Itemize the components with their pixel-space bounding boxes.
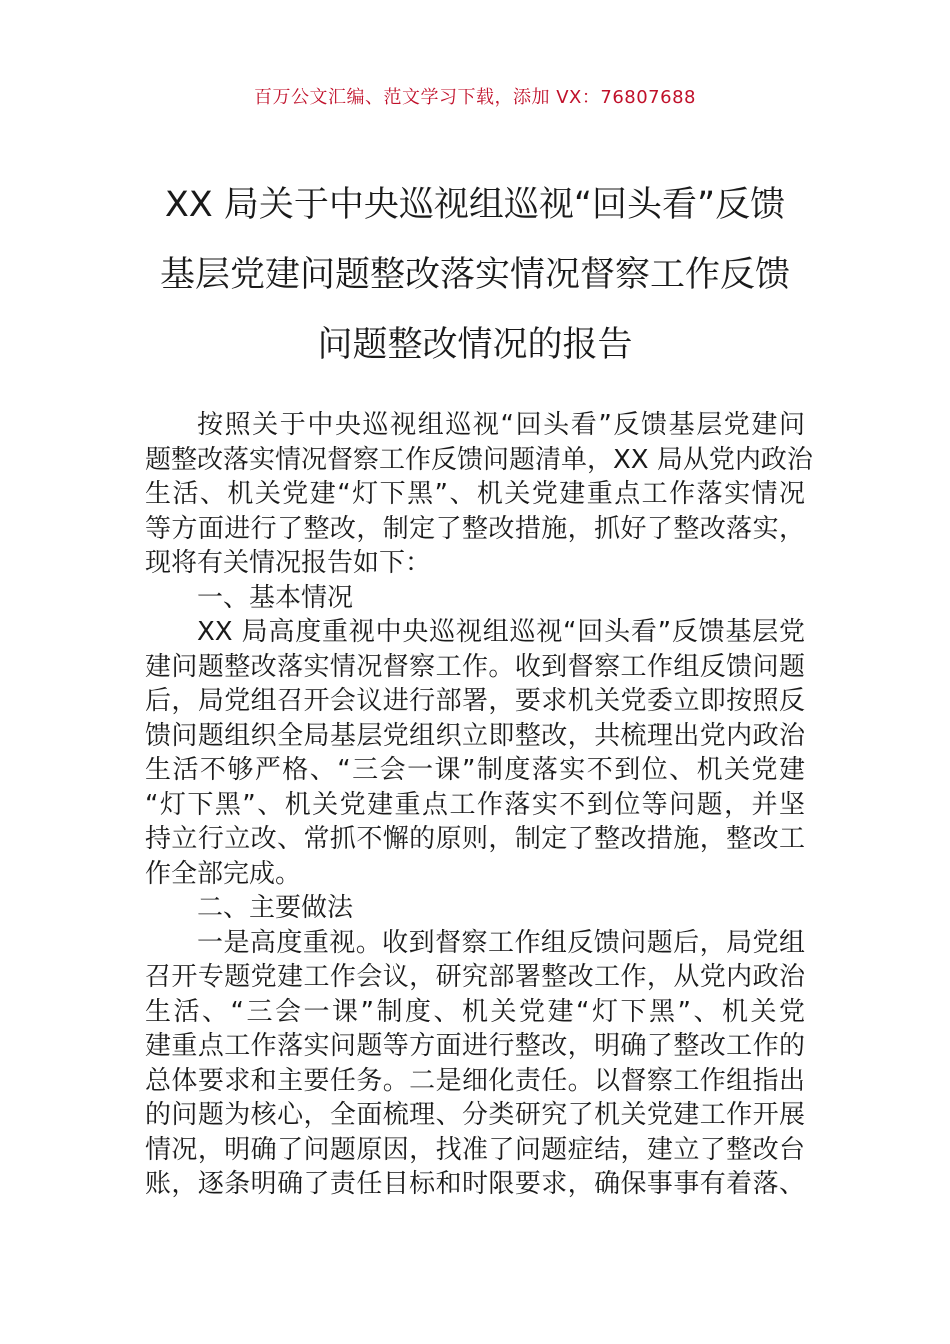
body-line: 情况，明确了问题原因，找准了问题症结，建立了整改台 — [145, 1134, 805, 1165]
body-line: 后，局党组召开会议进行部署，要求机关党委立即按照反 — [145, 686, 805, 716]
body-line: XX 局高度重视中央巡视组巡视“回头看”反馈基层党 — [197, 617, 805, 647]
body-line: “灯下黑”、机关党建重点工作落实不到位等问题，并坚 — [145, 789, 805, 820]
body-line: 一是高度重视。收到督察工作组反馈问题后，局党组 — [197, 927, 805, 958]
body-line: 作全部完成。 — [145, 858, 302, 889]
body-line: 建重点工作落实问题等方面进行整改，明确了整改工作的 — [145, 1031, 805, 1061]
body-line: 召开专题党建工作会议，研究部署整改工作，从党内政治 — [145, 962, 805, 992]
body-line: 的问题为核心，全面梳理、分类研究了机关党建工作开展 — [145, 1100, 805, 1130]
body-line: 等方面进行了整改，制定了整改措施，抓好了整改落实， — [145, 513, 805, 544]
section-heading: 二、主要做法 — [197, 893, 354, 923]
body-line: 生活、“三会一课”制度、机关党建“灯下黑”、机关党 — [145, 996, 805, 1027]
body-line: 账，逐条明确了责任目标和时限要求，确保事事有着落、 — [145, 1169, 805, 1199]
body-line: 建问题整改落实情况督察工作。收到督察工作组反馈问题 — [145, 651, 805, 682]
body-line: 题整改落实情况督察工作反馈问题清单，XX 局从党内政治 — [145, 444, 813, 475]
watermark-header: 百万公文汇编、范文学习下载，添加 VX：76807688 — [254, 87, 696, 108]
document-body — [145, 408, 813, 1202]
document-title — [120, 170, 830, 380]
section-heading: 一、基本情况 — [197, 582, 354, 613]
title-line: 基层党建问题整改落实情况督察工作反馈 — [159, 255, 790, 295]
body-line: 生活、机关党建“灯下黑”、机关党建重点工作落实情况 — [145, 479, 805, 509]
body-line: 持立行立改、常抓不懈的原则，制定了整改措施，整改工 — [145, 824, 805, 854]
body-line: 总体要求和主要任务。二是细化责任。以督察工作组指出 — [145, 1065, 805, 1096]
body-line: 生活不够严格、“三会一课”制度落实不到位、机关党建 — [145, 755, 805, 785]
body-line: 现将有关情况报告如下： — [145, 548, 432, 578]
title-line: 问题整改情况的报告 — [317, 325, 633, 365]
body-line: 馈问题组织全局基层党组织立即整改，共梳理出党内政治 — [145, 720, 805, 751]
body-line: 按照关于中央巡视组巡视“回头看”反馈基层党建问 — [197, 410, 805, 440]
title-line: XX 局关于中央巡视组巡视“回头看”反馈 — [164, 185, 786, 225]
